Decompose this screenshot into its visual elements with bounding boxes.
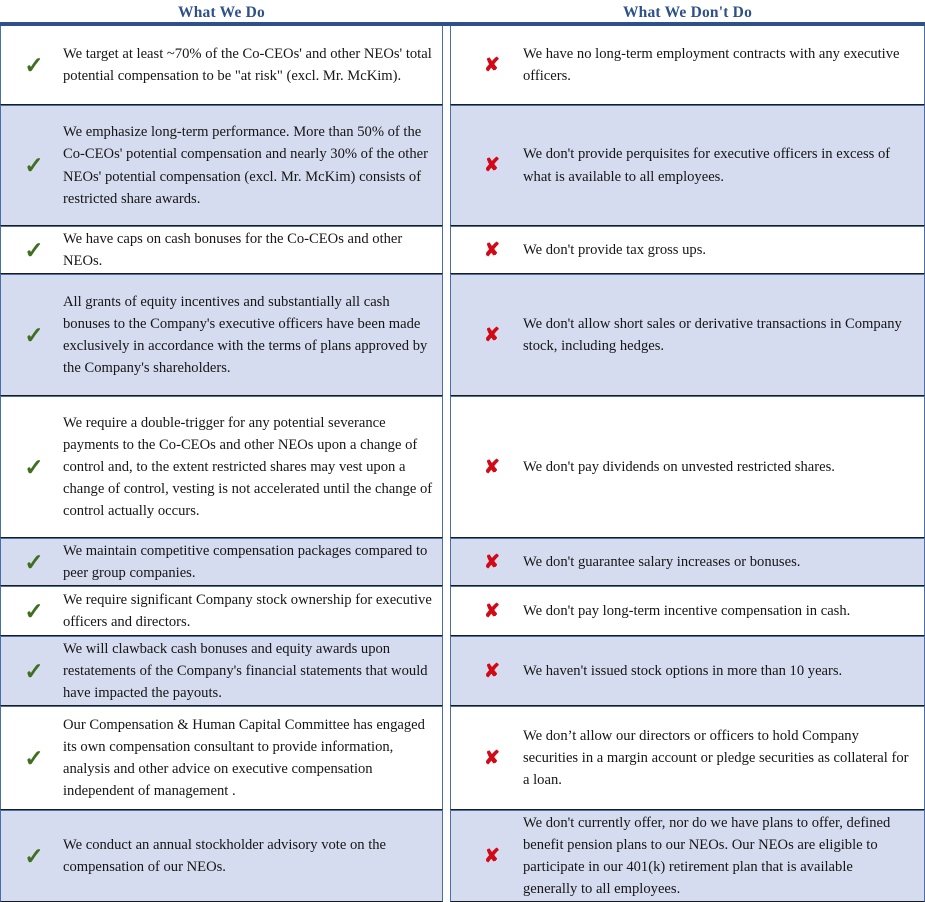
row-text: We require a double-trigger for any potential severance payments to the Co-CEOs and other NEOs upon a change of control and, to the extent restricted shares may vest upon a change of control, vesting is not accelerated until the change of control actually occurs. xyxy=(63,414,433,520)
table-row-dont xyxy=(450,586,925,636)
table-row-dont xyxy=(450,105,925,226)
table-row-dont xyxy=(450,26,925,105)
table-row-do xyxy=(0,226,443,274)
table-row-dont xyxy=(450,396,925,538)
column-what-we-do xyxy=(0,26,443,902)
table-row-dont xyxy=(450,274,925,396)
table-row-dont xyxy=(450,226,925,274)
table-row-dont xyxy=(450,810,925,902)
row-text: We conduct an annual stockholder advisory vote on the compensation of our NEOs. xyxy=(63,836,387,875)
row-text: We have caps on cash bonuses for the Co-CEOs and other NEOs. xyxy=(63,230,403,269)
table-header xyxy=(0,0,925,22)
row-text: We don't guarantee salary increases or bonuses. xyxy=(523,553,801,570)
row-text: We will clawback cash bonuses and equity awards upon restatements of the Company's financial statements that would have impacted the payouts. xyxy=(63,640,428,702)
table-row-dont xyxy=(450,538,925,586)
green-check-icon: ✓ xyxy=(24,598,44,624)
red-x-icon: ✘ xyxy=(484,324,500,346)
red-x-icon: ✘ xyxy=(484,600,500,622)
table-row-do xyxy=(0,26,443,105)
row-text: We target at least ~70% of the Co-CEOs' and other NEOs' total potential compensation to be "at risk" (excl. Mr. McKim). xyxy=(63,45,432,84)
green-check-icon: ✓ xyxy=(24,153,44,178)
column-header-what-we-do: What We Do xyxy=(178,3,265,21)
row-text: We don't pay long-term incentive compensation in cash. xyxy=(523,602,851,619)
row-text: We don't allow short sales or derivative transactions in Company stock, including hedges. xyxy=(523,315,902,354)
row-text: We don’t allow our directors or officers to hold Company securities in a margin account or pledge securities as collateral for a loan. xyxy=(523,727,909,789)
table-row-dont xyxy=(450,636,925,706)
table-row-do xyxy=(0,274,443,396)
table-row-do xyxy=(0,538,443,586)
row-text: We don't provide perquisites for executive officers in excess of what is available to all employees. xyxy=(523,146,891,185)
row-text: We don't currently offer, nor do we have plans to offer, defined benefit pension plans to our NEOs. Our NEOs are eligible to participate in our 401(k) retirement plan that is available generally to all employees. xyxy=(523,814,891,898)
row-text: We have no long-term employment contracts with any executive officers. xyxy=(523,45,900,84)
green-check-icon: ✓ xyxy=(24,454,44,480)
green-check-icon: ✓ xyxy=(24,549,44,575)
row-text: We don't provide tax gross ups. xyxy=(523,241,707,258)
column-what-we-dont-do xyxy=(450,26,925,902)
red-x-icon: ✘ xyxy=(484,54,500,76)
table-row-do xyxy=(0,636,443,706)
red-x-icon: ✘ xyxy=(484,845,500,867)
green-check-icon: ✓ xyxy=(24,843,44,869)
red-x-icon: ✘ xyxy=(484,456,500,478)
table-row-do xyxy=(0,586,443,636)
row-text: We maintain competitive compensation packages compared to peer group companies. xyxy=(63,542,428,581)
red-x-icon: ✘ xyxy=(484,155,500,176)
row-text: Our Compensation & Human Capital Committee has engaged its own compensation consultant to provide information, analysis and other advice on executive compensation independent of management . xyxy=(63,716,425,800)
row-text: We haven't issued stock options in more than 10 years. xyxy=(523,662,843,679)
red-x-icon: ✘ xyxy=(484,551,500,573)
table-row-dont xyxy=(450,706,925,810)
row-text: We require significant Company stock ownership for executive officers and directors. xyxy=(63,591,432,630)
row-text: We emphasize long-term performance. More than 50% of the Co-CEOs' potential compensation and nearly 30% of the other NEOs' potential compensation (excl. Mr. McKim) consists of restricted share awards. xyxy=(63,124,428,207)
green-check-icon: ✓ xyxy=(24,52,44,78)
red-x-icon: ✘ xyxy=(484,660,500,682)
green-check-icon: ✓ xyxy=(24,745,44,771)
table-body xyxy=(0,26,925,902)
table-row-do xyxy=(0,706,443,810)
red-x-icon: ✘ xyxy=(484,239,500,261)
green-check-icon: ✓ xyxy=(24,237,44,263)
table-row-do xyxy=(0,396,443,538)
red-x-icon: ✘ xyxy=(484,747,500,769)
green-check-icon: ✓ xyxy=(24,658,44,684)
column-header-what-we-dont-do: What We Don't Do xyxy=(622,3,753,21)
table-row-do xyxy=(0,810,443,902)
row-text: We don't pay dividends on unvested restricted shares. xyxy=(523,458,835,475)
row-text: All grants of equity incentives and substantially all cash bonuses to the Company's executive officers have been made exclusively in accordance with the terms of plans approved by the Company's shareholders. xyxy=(63,293,428,377)
table-row-do xyxy=(0,105,443,226)
green-check-icon: ✓ xyxy=(24,322,44,348)
